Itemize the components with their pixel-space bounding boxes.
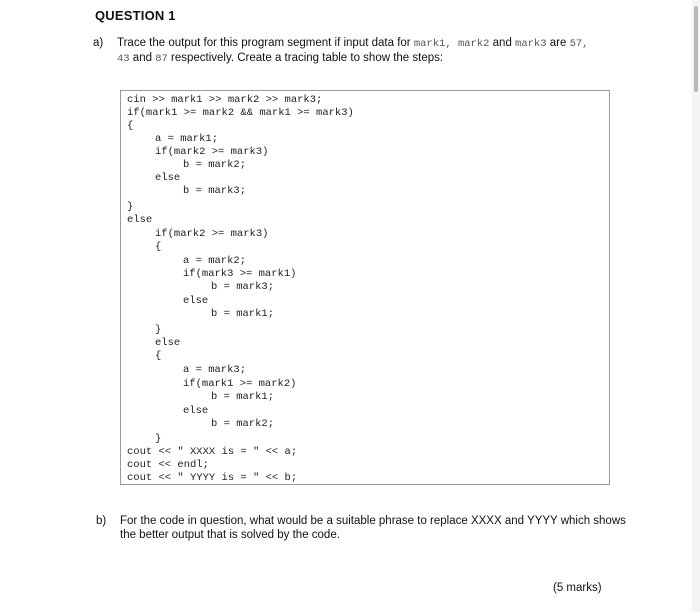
code-line: if(mark2 >= mark3) — [155, 146, 269, 158]
code-line: cout << " XXXX is = " << a; — [127, 446, 298, 458]
code-line: b = mark1; — [211, 308, 275, 320]
question-heading: QUESTION 1 — [95, 8, 176, 23]
var-mark3: mark3 — [515, 38, 547, 50]
code-line: } — [127, 201, 134, 213]
part-a-label: a) — [93, 37, 104, 49]
marks-label: (5 marks) — [553, 582, 602, 594]
code-line: b = mark3; — [211, 281, 275, 293]
code-line: a = mark1; — [155, 133, 219, 145]
scrollbar-thumb[interactable] — [694, 6, 698, 92]
code-line: else — [183, 405, 209, 417]
code-line: b = mark3; — [183, 185, 247, 197]
code-line: } — [155, 324, 162, 336]
code-box — [120, 90, 610, 485]
code-line: if(mark1 >= mark2) — [183, 378, 297, 390]
part-a-text-5: respectively. Create a tracing table to show the steps: — [167, 52, 444, 64]
code-line: else — [183, 295, 209, 307]
part-a-text-3: are — [546, 37, 570, 49]
code-line: if(mark2 >= mark3) — [155, 228, 269, 240]
part-a — [93, 36, 633, 66]
code-line: cin >> mark1 >> mark2 >> mark3; — [127, 94, 323, 106]
code-line: a = mark2; — [183, 255, 247, 267]
part-a-text-2: and — [489, 37, 516, 49]
part-b — [96, 514, 636, 542]
code-line: b = mark2; — [183, 159, 247, 171]
part-b-question-text: For the code in question, what would be a suitable phrase to replace XXXX and YYYY which shows the better output that is solved by the code. — [120, 515, 626, 541]
code-line: cout << " YYYY is = " << b; — [127, 472, 298, 484]
code-line: { — [127, 120, 134, 132]
part-a-text-4: and — [129, 52, 156, 64]
code-line: if(mark1 >= mark2 && mark1 >= mark3) — [127, 107, 354, 119]
code-line: { — [155, 350, 162, 362]
code-line: else — [127, 214, 153, 226]
part-a-text-1: Trace the output for this program segment if input data for — [117, 37, 414, 49]
code-line: else — [155, 172, 181, 184]
code-line: else — [155, 337, 181, 349]
var-mark1: mark1 — [413, 38, 446, 50]
code-line: b = mark1; — [211, 391, 275, 403]
scrollbar[interactable] — [692, 0, 700, 612]
value-87: 87 — [155, 53, 168, 65]
part-b-label: b) — [96, 515, 107, 527]
code-line: a = mark3; — [183, 364, 247, 376]
part-a-question-text — [117, 36, 633, 66]
value-43: 43 — [117, 53, 130, 65]
value-57: 57 — [569, 38, 583, 50]
code-line: { — [155, 241, 162, 253]
code-line: cout << endl; — [127, 459, 209, 471]
separator-1: , — [445, 38, 458, 50]
separator-2: , — [582, 38, 589, 50]
code-line: } — [155, 433, 162, 445]
var-mark2: mark2 — [457, 38, 490, 50]
code-line: if(mark3 >= mark1) — [183, 268, 297, 280]
code-line: b = mark2; — [211, 418, 275, 430]
